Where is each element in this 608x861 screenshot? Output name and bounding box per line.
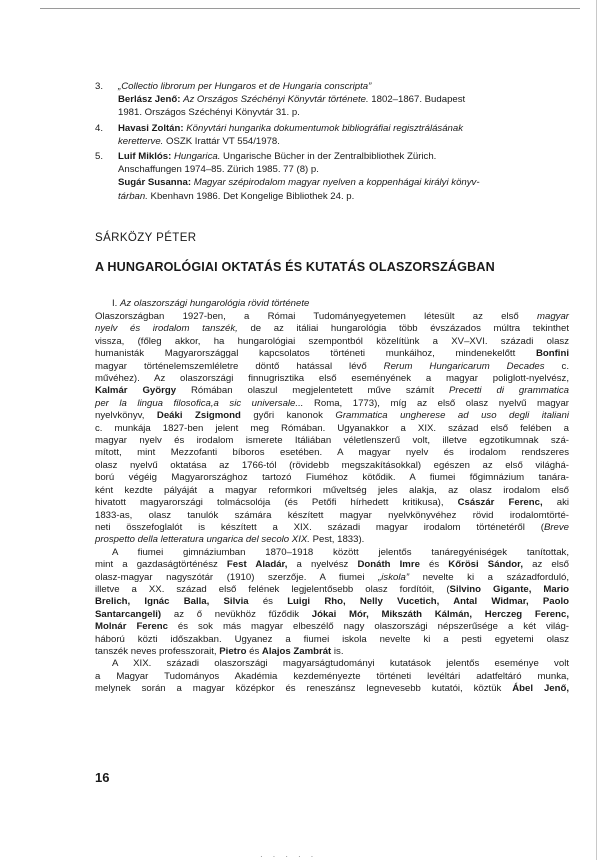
text-run: A fiumei gimnáziumban 1870–1918 között jelentős tanáregyéniségek tanítottak, [112,546,569,558]
text-run: neti összefoglalót is készített a XIX. századi magyar irodalom történetéről ( [95,521,544,533]
text-run: Pest, 1833). [309,534,365,546]
reference-item [95,122,569,148]
text-run: az első [523,559,569,571]
text-run: Luif Miklós: [118,151,174,163]
text-run: Rómában olaszul megjelentetett műve számít [176,385,450,397]
text-run: ként kezdte pályáját a magyar reformkori műveltség jeles alakja, az olasz irodalom első [95,484,569,496]
text-run: és [248,596,288,608]
reference-item [95,150,569,203]
body-line [95,472,569,484]
text-run: nyelvkönyv, [95,410,157,422]
text-run: Alajos Zambrát [261,645,332,657]
reference-number: 4. [95,122,104,134]
text-run: győri kanonok [240,410,336,422]
text-run: magyar történelemszemléletre döntő hatással lévő [95,360,384,372]
text-run: c. [544,360,569,372]
text-run: per la lingua filosofica,a sic universale... [95,397,304,409]
body-line [95,385,569,397]
article-author: SÁRKÖZY PÉTER [95,232,197,244]
text-run: nevelte ki a századforduló, [409,571,569,583]
body-line [95,323,569,335]
body-line [95,534,569,546]
text-run: Molnár Ferenc [95,621,168,633]
text-run: mint a gazdaságtörténész [95,559,227,571]
text-run: Breve [543,521,569,533]
body-line [95,572,569,584]
body-line [95,361,569,373]
body-line [95,435,569,447]
text-run: az ő nevükhöz fűződik [161,608,312,620]
text-run: tárban. [118,190,148,202]
body-line [95,373,569,385]
text-run: és [246,645,262,657]
reference-line [118,135,569,148]
body-line [95,683,569,695]
page-number: 16 [95,770,110,785]
reference-number: 5. [95,151,104,163]
text-run: nyelv és irodalom tanszék, [95,323,238,335]
reference-text [118,150,569,203]
text-run: Kalmár György [95,385,177,397]
section-heading [112,298,309,309]
reference-item [95,80,569,120]
text-run: művéhez). Az olaszországi finnugrisztika első eseményének a magyar poliglott-nyelvész, [95,373,569,385]
text-run: Kbenhavn 1986. Det Kongelige Bibliothek 24. p. [147,190,355,202]
text-run: Császár Ferenc, [457,497,543,509]
text-run: Könyvtári hungarika dokumentumok bibliográfiai regisztrálásának [186,122,464,134]
section-number: I. [112,298,120,309]
body-line [95,559,569,571]
text-run: olasz-magyar nagyszótár (1910) szerzője. A fiumei [95,571,379,583]
scan-right-edge [596,0,597,860]
text-run: magyar nyelv és irodalom ismerete Itáliában véletlenszerű volt, illetve egzotikumnak szá- [95,435,569,447]
reference-line [118,163,569,176]
text-run: a nyelvész [287,559,358,571]
text-run: Olaszországban 1927-ben, a Római Tudományegyetemen létesült az első [95,311,537,322]
text-run: ború végéig Magyarországhoz tartozó Fiuméhoz kötődik. A fiumei főgimnázium tanára- [95,472,569,484]
article-title: A HUNGAROLÓGIAI OKTATÁS ÉS KUTATÁS OLASZORSZÁGBAN [95,260,495,274]
body-line [95,510,569,522]
text-run: Roma, 1773), míg az első olasz nyelvű magyar [303,397,569,409]
text-run: humanisták Magyarországgal kapcsolatos történeti munkáihoz, mindenekelőtt [95,348,536,360]
text-run: keretterve. [118,135,164,147]
text-run: Az Országos Széchényi Könyvtár története. [183,94,369,106]
text-run: Magyar szépirodalom magyar nyelven a koppenhágai királyi könyv- [193,177,480,189]
text-run: Havasi Zoltán: [118,122,187,134]
text-run: Deáki Zsigmond [156,410,241,422]
reference-line [118,93,569,106]
body-line [95,410,569,422]
text-run: Kőrösi Sándor, [448,559,523,571]
text-run: c. munkája 1827-ben jelent meg Rómában. Ugyanakkor a XIX. század első felében a [95,422,569,434]
text-run: hivatott magyarországi tolmácsolója (és Petőfi hírhedett kritikusa), [95,497,458,509]
reference-number: 3. [95,81,104,92]
text-run: Silvino Gigante, Mario [449,583,569,595]
reference-line [118,106,569,119]
text-run: és sok más magyar elbeszélő nagy olaszországi népszerűsége a két világ- [167,621,569,633]
body-line [95,497,569,509]
body-line [95,485,569,497]
article-body [95,311,569,696]
body-line [95,311,569,323]
text-run: háború közti időszakban. Ugyanez a fiumei iskola nevelte ki a pesti egyetemi olasz [95,633,569,645]
reference-line [118,80,569,93]
text-run: vissza, (főleg akkor, ha hungarológiai szempontból közelítünk a XV–XVI. századi olasz [95,335,569,347]
text-run: „Collectio librorum per Hungaros et de Hungaria conscripta” [118,81,372,92]
text-run: Grammatica ungherese ad uso degli italiani [335,410,569,422]
text-run: is. [331,645,344,657]
reference-line [118,122,569,135]
text-run: 1802–1867. Budapest [368,94,466,106]
text-run: Luigi Rho, Nelly Vucetich, Antal Widmar, Paolo [287,596,569,608]
text-run: de az itáliai hungarológia több évszázados múltra tekinthet [237,323,569,335]
body-line [95,522,569,534]
body-line [95,609,569,621]
body-line [95,447,569,459]
text-run: a Magyar Tudományos Akadémia kezdeményezte történeti levéltári adatfeltáró munka, [95,670,569,682]
section-title: Az olaszországi hungarológia rövid története [120,298,310,309]
text-run: Sugár Susanna: [118,177,194,189]
text-run: illetve a XX. század első felének legjelentősebb olasz fordítóit, ( [95,583,450,595]
text-run: Donáth Imre [357,559,420,571]
body-line [95,336,569,348]
text-run: Hungarica. [173,151,221,163]
text-run: prospetto della letteratura ungarica del secolo XIX. [95,534,310,546]
text-run: Santarcangeli) [95,608,162,620]
body-line [95,547,569,559]
body-line [95,634,569,646]
body-line [95,398,569,410]
body-line [95,348,569,360]
reference-line [118,176,569,189]
text-run: olasz nyelvű oktatása az 1766-tól (rövidebb megszakításokkal) egészen az első világhá- [95,459,569,471]
text-run: Pietro [219,645,247,657]
text-run: Bonfini [535,348,569,360]
text-run: aki [542,497,569,509]
text-run: „iskola” [378,571,410,583]
reference-text [118,122,569,148]
text-run: Precetti di grammatica [449,385,569,397]
body-line [95,584,569,596]
text-run: Anschaffungen 1974–85. Zürich 1985. 77 (8) p. [118,164,319,176]
scan-bottom-marks: ····· [260,852,324,861]
body-line [95,658,569,670]
text-run: A XIX. századi olaszországi magyarságtudományi kutatások jelentős eseménye volt [112,658,569,670]
text-run: 1981. Országos Széchényi Könyvtár 31. p. [118,107,300,119]
text-run: Brelich, Ignác Balla, Silvia [95,596,249,608]
body-line [95,621,569,633]
text-run: magyar [537,311,569,322]
reference-list [95,80,569,205]
body-line [95,646,569,658]
scan-top-rule [40,8,580,9]
body-line [95,596,569,608]
text-run: Ábel Jenő, [512,683,569,695]
text-run: 1833-as, olasz tanulók számára készített magyar nyelvkönyvéhez rövid irodalomtörté- [95,509,569,521]
text-run: Berlász Jenő: [118,94,184,106]
reference-text [118,80,569,120]
text-run: mított, mint Mezzofanti bíboros esetében. A magyar nyelv és irodalom rendszeres [95,447,569,459]
text-run: Rerum Hungaricarum Decades [383,360,545,372]
body-line [95,423,569,435]
body-line [95,460,569,472]
text-run: Fest Aladár, [226,559,288,571]
reference-line [118,150,569,163]
text-run: melynek során a magyar középkor és reneszánsz legnevesebb kutatói, köztük [95,683,513,695]
reference-line [118,190,569,203]
text-run: Ungarische Bücher in der Zentralbibliothek Zürich. [220,151,437,163]
text-run: és [419,559,449,571]
text-run: OSZK Irattár VT 554/1978. [163,135,280,147]
text-run: tanszék neves professzorait, [95,645,220,657]
text-run: Jókai Mór, Mikszáth Kálmán, Herczeg Ferenc, [311,608,570,620]
body-line [95,671,569,683]
